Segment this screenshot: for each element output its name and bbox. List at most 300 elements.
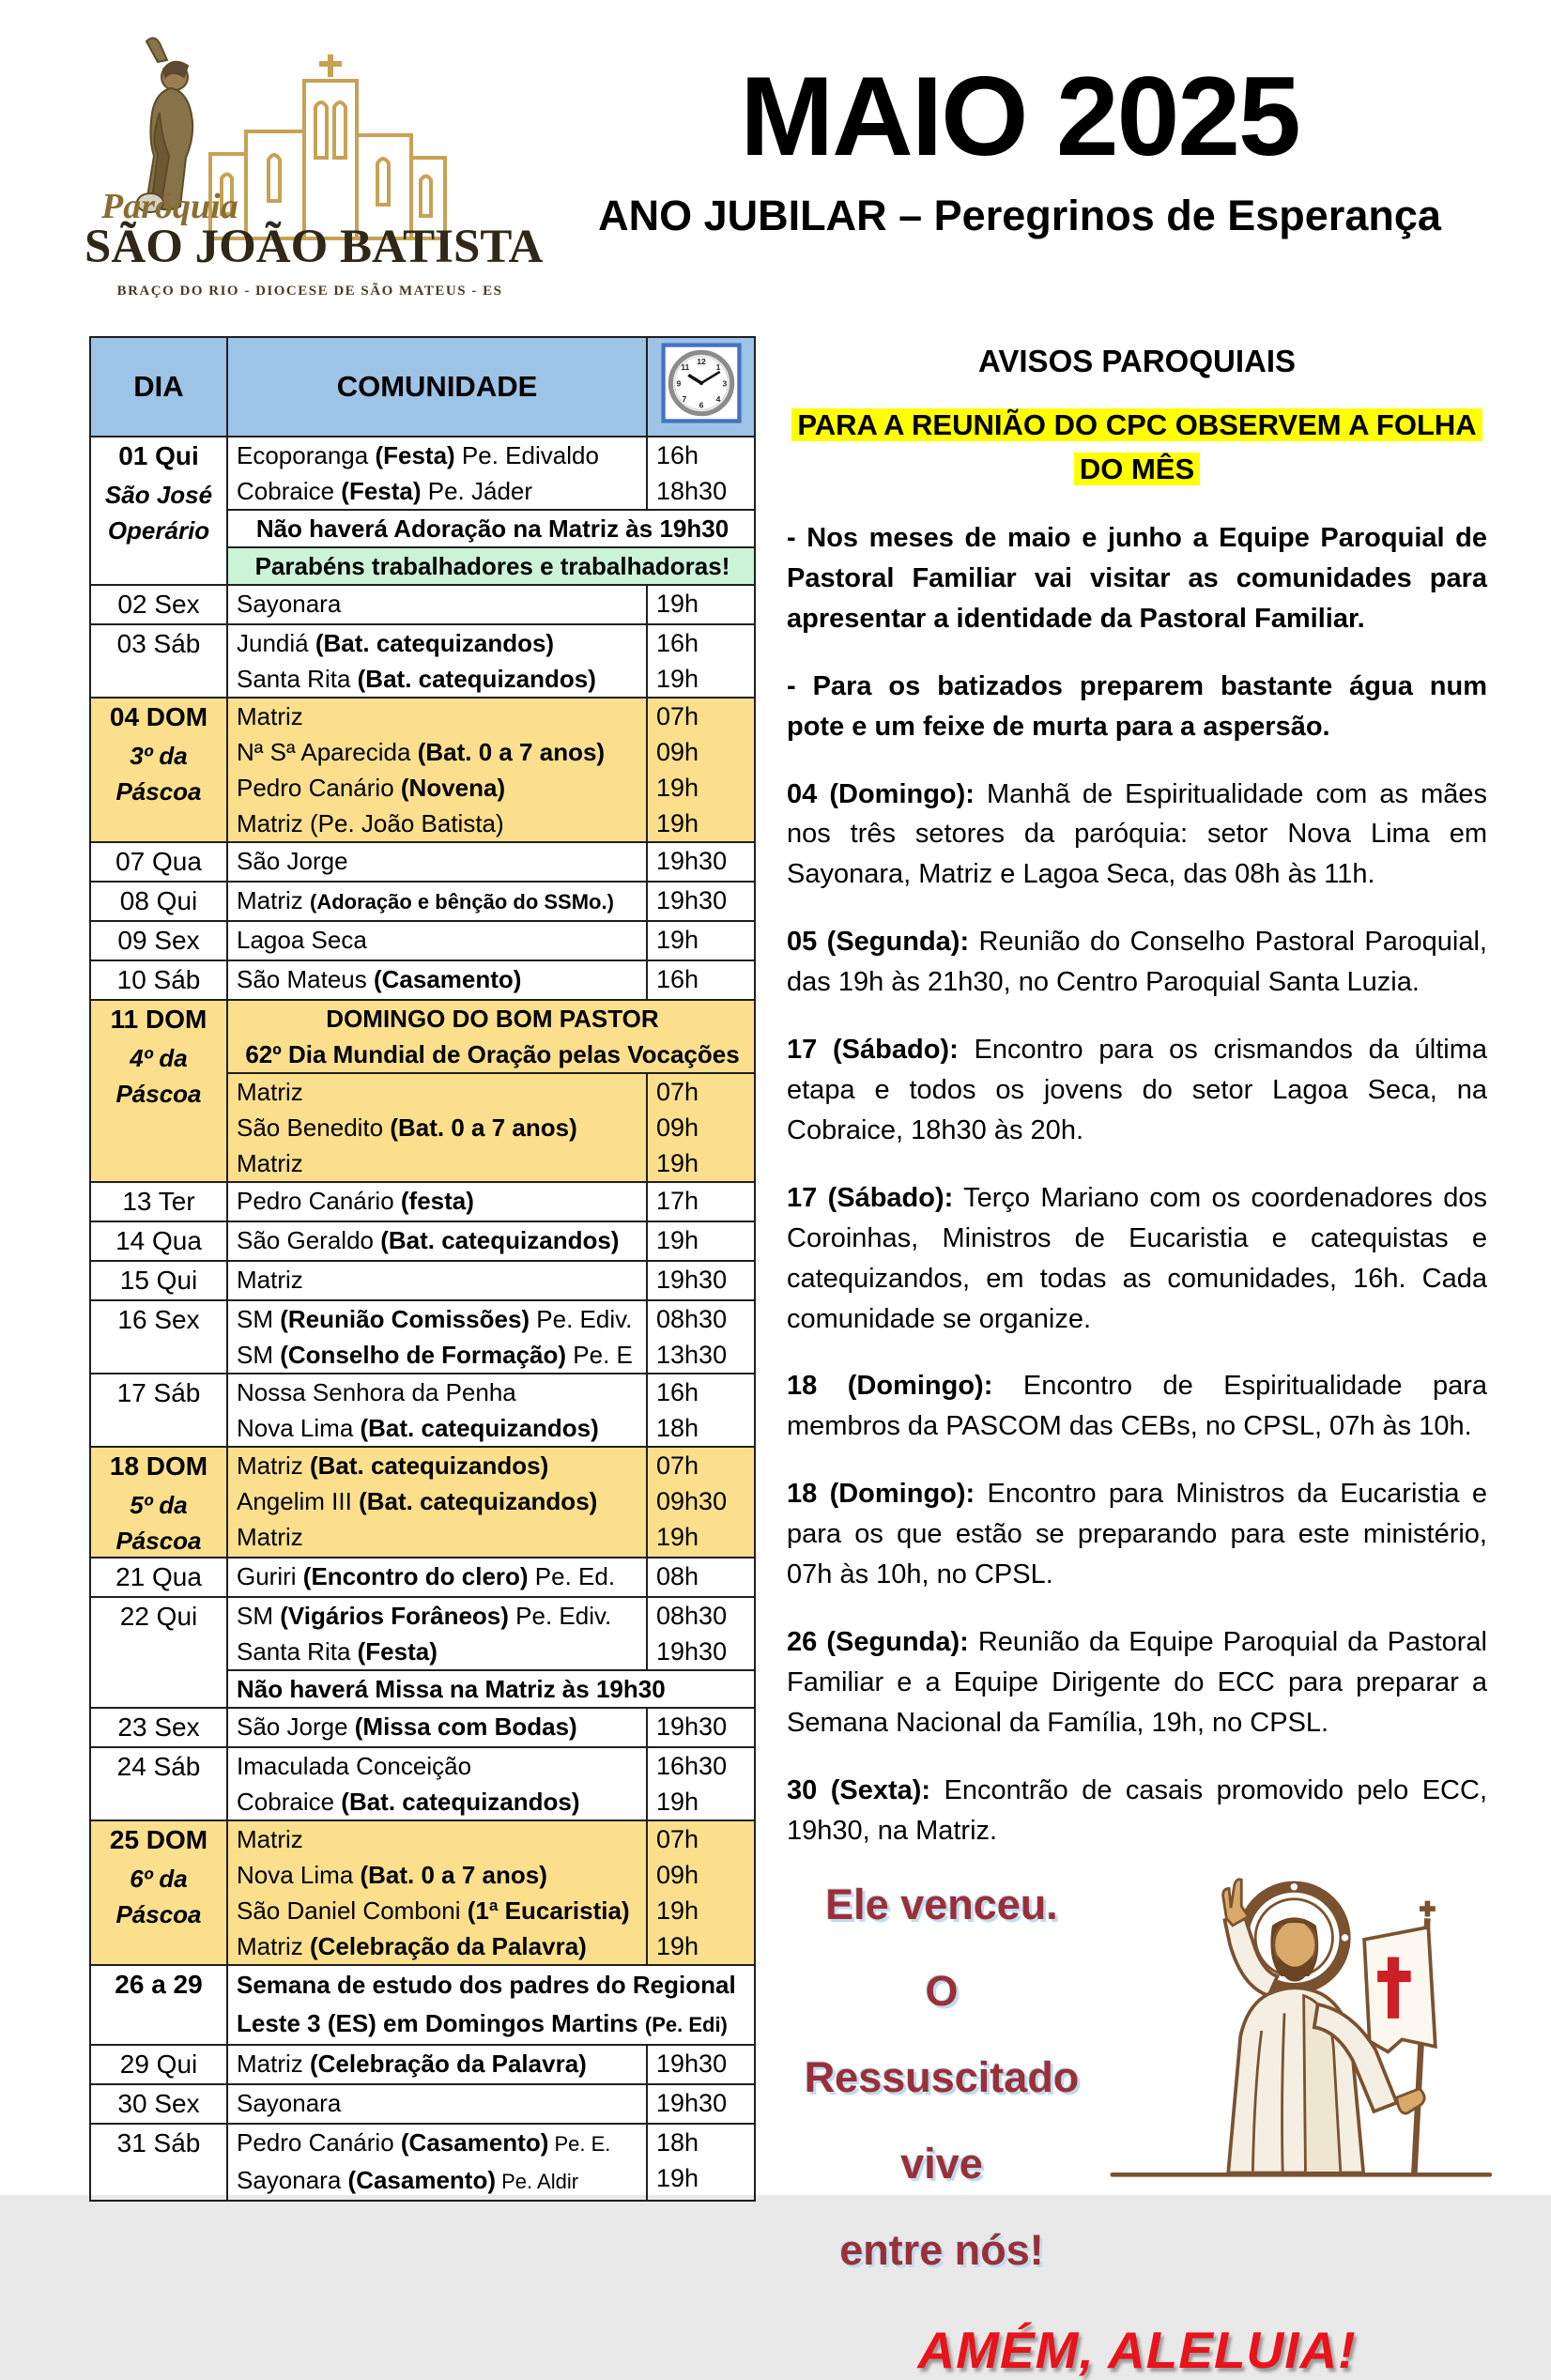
schedule-row bbox=[90, 1221, 755, 1261]
day-note: Páscoa bbox=[115, 777, 202, 806]
notice-span-cell bbox=[227, 1965, 755, 2045]
text-segment: Angelim III bbox=[237, 1487, 360, 1515]
schedule-row bbox=[90, 1820, 755, 1965]
avisos-title: AVISOS PAROQUIAIS bbox=[978, 344, 1296, 378]
time-cell bbox=[647, 1447, 755, 1558]
time-value: 19h bbox=[656, 1226, 699, 1254]
avisos-list bbox=[787, 518, 1487, 1850]
day-cell bbox=[90, 1558, 227, 1597]
time-value: 19h bbox=[656, 1932, 699, 1960]
community-cell bbox=[227, 1261, 647, 1300]
community-cell bbox=[227, 1073, 647, 1182]
easter-message-line: O bbox=[925, 1967, 959, 2016]
logo-script-text: Paróquia bbox=[101, 187, 238, 226]
schedule-row bbox=[90, 1447, 755, 1558]
day-cell bbox=[90, 1261, 227, 1300]
text-segment: (Pe. Edi) bbox=[644, 2013, 728, 2036]
day-cell bbox=[90, 882, 227, 921]
time-value: 16h bbox=[656, 629, 699, 657]
column-header-community: COMUNIDADE bbox=[227, 337, 647, 437]
day-label: 17 Sáb bbox=[116, 1378, 201, 1407]
schedule-row bbox=[90, 882, 755, 921]
span-entry bbox=[228, 1001, 754, 1036]
time-cell bbox=[647, 1558, 755, 1597]
community-entry bbox=[228, 1559, 646, 1594]
day-note: São José bbox=[104, 481, 213, 509]
text-segment: Matriz bbox=[237, 1932, 310, 1960]
aviso-paragraph: 26 (Segunda): Reunião da Equipe Paroquial da Pastoral Familiar e a Equipe Dirigente do ECC para preparar a Semana Nacional da Família, 19h, no CPSL. bbox=[787, 1626, 1487, 1738]
time-cell bbox=[647, 698, 755, 842]
text-segment: Cobraice bbox=[237, 1788, 342, 1816]
aviso-paragraph: 30 (Sexta): Encontrão de casais promovido pelo ECC, 19h30, na Matriz. bbox=[787, 1774, 1488, 1846]
community-cell bbox=[227, 1708, 647, 1747]
community-entry bbox=[228, 806, 646, 841]
day-cell bbox=[90, 1300, 227, 1374]
community-entry bbox=[228, 770, 646, 806]
schedule-row bbox=[90, 1300, 755, 1374]
text-segment: SM bbox=[237, 1305, 281, 1333]
text-segment: Pe. E bbox=[566, 1341, 633, 1369]
community-entry bbox=[228, 586, 646, 622]
church-icon bbox=[210, 54, 445, 238]
time-value: 13h30 bbox=[656, 1341, 728, 1369]
svg-text:9: 9 bbox=[676, 378, 681, 389]
community-entry bbox=[228, 1301, 646, 1337]
text-segment: Guriri bbox=[237, 1562, 303, 1590]
schedule-row bbox=[90, 1597, 755, 1670]
community-cell bbox=[227, 585, 647, 624]
text-segment: Matriz (Pe. João Batista) bbox=[237, 809, 504, 837]
time-value: 18h bbox=[656, 1414, 699, 1442]
community-entry bbox=[228, 1709, 646, 1744]
notice-span-cell bbox=[227, 1000, 755, 1073]
day-cell bbox=[90, 1708, 227, 1747]
text-segment: Sayonara bbox=[237, 2166, 348, 2194]
community-entry bbox=[228, 1145, 646, 1181]
text-segment: Santa Rita bbox=[237, 1637, 358, 1666]
text-segment: São Daniel Comboni bbox=[237, 1896, 468, 1925]
greeting-banner-cell bbox=[227, 547, 755, 585]
community-entry bbox=[228, 2162, 646, 2200]
text-segment: (Bat. catequizandos) bbox=[310, 1451, 549, 1480]
community-entry bbox=[228, 1893, 646, 1928]
community-cell bbox=[227, 2124, 647, 2201]
community-entry bbox=[228, 2046, 646, 2081]
day-note: Páscoa bbox=[115, 1900, 202, 1928]
time-cell bbox=[647, 1747, 755, 1820]
text-segment: (Encontro do clero) bbox=[302, 1562, 529, 1590]
day-cell bbox=[90, 1374, 227, 1447]
text-segment: (Bat. catequizandos) bbox=[360, 1414, 599, 1442]
time-value: 08h30 bbox=[656, 1602, 728, 1630]
day-label: 08 Qui bbox=[119, 886, 198, 915]
day-label: 09 Sex bbox=[117, 926, 200, 955]
schedule-row bbox=[90, 585, 755, 624]
time-value: 07h bbox=[656, 1825, 699, 1853]
svg-text:6: 6 bbox=[699, 400, 703, 410]
text-segment: São Geraldo bbox=[237, 1226, 381, 1254]
text-segment: (Bat. 0 a 7 anos) bbox=[390, 1113, 577, 1142]
community-cell bbox=[227, 960, 647, 1000]
community-entry bbox=[228, 1262, 646, 1297]
time-cell bbox=[647, 1820, 755, 1965]
community-entry bbox=[228, 1634, 646, 1669]
community-cell bbox=[227, 2045, 647, 2084]
community-entry bbox=[228, 843, 646, 879]
text-segment: (Bat. catequizandos) bbox=[341, 1788, 580, 1816]
time-value: 09h bbox=[656, 1113, 699, 1142]
schedule-row bbox=[90, 1374, 755, 1447]
span-entry bbox=[228, 1036, 754, 1072]
text-segment: São Mateus bbox=[237, 965, 374, 993]
text-segment: (Bat. 0 a 7 anos) bbox=[417, 738, 606, 766]
day-cell bbox=[90, 921, 227, 960]
community-entry bbox=[228, 734, 646, 770]
day-cell bbox=[90, 585, 227, 624]
easter-message-line: Ressuscitado bbox=[804, 2053, 1080, 2102]
text-segment: Matriz bbox=[237, 1451, 310, 1480]
schedule-row bbox=[90, 2124, 755, 2201]
text-segment: Nª Sª Aparecida bbox=[237, 738, 418, 766]
easter-message-line: Ele venceu. bbox=[825, 1881, 1058, 1929]
text-segment: DOMINGO DO BOM PASTOR bbox=[326, 1005, 659, 1033]
logo-parish-name: SÃO JOÃO BATISTA bbox=[84, 221, 544, 273]
aviso-date-prefix: 04 (Domingo): bbox=[787, 778, 975, 809]
text-segment: (1ª Eucaristia) bbox=[467, 1896, 630, 1925]
svg-text:11: 11 bbox=[680, 362, 689, 373]
text-segment: SM bbox=[237, 1602, 281, 1630]
time-value: 07h bbox=[656, 1451, 699, 1480]
community-entry bbox=[228, 438, 646, 473]
time-value: 16h bbox=[656, 1378, 699, 1406]
aviso-paragraph: 18 (Domingo): Encontro de Espiritualidade para membros da PASCOM das CEBs, no CPSL, 07h às 10h. bbox=[787, 1371, 1488, 1442]
text-segment: Cobraice bbox=[237, 477, 342, 505]
day-cell bbox=[90, 2084, 227, 2124]
time-value: 19h bbox=[656, 774, 699, 802]
day-label: 18 DOM bbox=[109, 1451, 208, 1481]
time-value: 07h bbox=[656, 1078, 699, 1106]
text-segment: Pe. Ed. bbox=[528, 1562, 616, 1590]
aviso-paragraph: 17 (Sábado): Encontro para os crismandos da última etapa e todos os jovens do setor Lagoa Seca, na Cobraice, 18h30 às 20h. bbox=[787, 1035, 1487, 1145]
text-segment: (Adoração e bênção do SSMo.) bbox=[310, 890, 614, 914]
community-entry bbox=[228, 661, 646, 697]
community-entry bbox=[228, 1183, 646, 1219]
community-entry bbox=[228, 1222, 646, 1258]
text-segment: (Bat. 0 a 7 anos) bbox=[360, 1861, 547, 1889]
time-value: 19h30 bbox=[656, 1637, 728, 1666]
span-entry bbox=[228, 1671, 754, 1707]
time-value: 19h30 bbox=[656, 847, 728, 875]
text-segment: Sayonara bbox=[237, 2089, 342, 2117]
text-segment: São Benedito bbox=[237, 1113, 391, 1142]
schedule-row bbox=[90, 960, 755, 1000]
schedule-row bbox=[90, 842, 755, 882]
time-value: 16h bbox=[656, 441, 699, 469]
day-label: 11 DOM bbox=[110, 1005, 207, 1034]
time-value: 19h bbox=[656, 665, 699, 693]
schedule-row bbox=[90, 624, 755, 698]
text-segment: (Bat. catequizandos) bbox=[359, 1487, 598, 1515]
time-value: 18h bbox=[656, 2128, 699, 2157]
time-value: 19h30 bbox=[656, 2050, 728, 2078]
span-entry bbox=[228, 1966, 754, 2044]
text-segment: Matriz bbox=[237, 1149, 303, 1177]
community-entry bbox=[228, 1337, 646, 1373]
easter-message bbox=[787, 1862, 1097, 2294]
schedule-row bbox=[90, 698, 755, 842]
day-cell bbox=[90, 1820, 227, 1965]
time-value: 19h bbox=[656, 590, 699, 618]
community-cell bbox=[227, 1558, 647, 1597]
risen-christ-icon bbox=[1097, 1862, 1500, 2200]
text-segment: Semana de estudo dos padres do Regional Leste 3 (ES) em Domingos Martins bbox=[237, 1971, 736, 2037]
span-entry bbox=[228, 548, 754, 584]
text-segment: (Reunião Comissões) bbox=[280, 1305, 530, 1333]
day-cell bbox=[90, 1182, 227, 1221]
day-label: 16 Sex bbox=[117, 1305, 200, 1334]
span-entry bbox=[228, 511, 754, 546]
text-segment: (Novena) bbox=[400, 774, 506, 802]
time-value: 16h30 bbox=[656, 1752, 728, 1780]
time-value: 09h bbox=[656, 1861, 699, 1889]
time-cell bbox=[647, 960, 755, 1000]
aviso-paragraph: - Nos meses de maio e junho a Equipe Paroquial de Pastoral Familiar vai visitar as comunidades para apresentar a identidade da Pastoral Familiar. bbox=[787, 523, 1487, 634]
time-value: 19h30 bbox=[656, 886, 728, 914]
text-segment: (Festa) bbox=[357, 1637, 438, 1666]
community-cell bbox=[227, 882, 647, 921]
day-cell bbox=[90, 1447, 227, 1558]
easter-message-line: entre nós! bbox=[839, 2226, 1044, 2275]
time-value: 19h30 bbox=[656, 2089, 728, 2117]
text-segment: Matriz bbox=[237, 2050, 310, 2078]
time-value: 07h bbox=[656, 702, 699, 730]
day-cell bbox=[90, 1965, 227, 2045]
day-label: 21 Qua bbox=[115, 1562, 202, 1591]
community-cell bbox=[227, 1374, 647, 1447]
day-label: 03 Sáb bbox=[116, 629, 201, 658]
clock-icon bbox=[661, 343, 742, 423]
text-segment: Matriz bbox=[237, 886, 310, 914]
community-entry bbox=[228, 625, 646, 661]
text-segment: (Missa com Bodas) bbox=[354, 1712, 577, 1741]
time-cell bbox=[647, 882, 755, 921]
schedule-row bbox=[90, 437, 755, 510]
community-entry bbox=[228, 1448, 646, 1483]
text-segment: (Casamento) bbox=[400, 2128, 549, 2157]
day-label: 07 Qua bbox=[115, 847, 202, 876]
day-label: 01 Qui bbox=[118, 441, 199, 470]
text-segment: Parabéns trabalhadores e trabalhadoras! bbox=[254, 552, 730, 580]
day-cell bbox=[90, 1747, 227, 1820]
community-entry bbox=[228, 1857, 646, 1893]
community-cell bbox=[227, 1447, 647, 1558]
notice-span-cell bbox=[227, 1670, 755, 1708]
aviso-date-prefix: 18 (Domingo): bbox=[787, 1371, 993, 1402]
schedule-row bbox=[90, 2084, 755, 2124]
aviso-paragraph: 17 (Sábado): Terço Mariano com os coordenadores dos Coroinhas, Ministros de Eucaristia e catequistas e catequizandos, em todas as comunidades, 16h. Cada comunidade se organize. bbox=[787, 1182, 1487, 1334]
aviso-date-prefix: 26 (Segunda): bbox=[787, 1626, 969, 1657]
aviso-paragraph: 18 (Domingo): Encontro para Ministros da Eucaristia e para os que estão se preparando para este ministério, 07h às 10h, no CPSL. bbox=[787, 1479, 1487, 1590]
text-segment: Pe. Ediv. bbox=[530, 1305, 633, 1333]
easter-message-line: vive bbox=[900, 2140, 983, 2188]
schedule-row bbox=[90, 1182, 755, 1221]
community-entry bbox=[228, 883, 646, 920]
day-note: Páscoa bbox=[115, 1527, 202, 1555]
text-segment: São Jorge bbox=[237, 847, 348, 875]
text-segment: Matriz bbox=[237, 1825, 303, 1853]
day-label: 22 Qui bbox=[119, 1602, 198, 1631]
time-value: 09h30 bbox=[656, 1487, 728, 1515]
aviso-paragraph: - Para os batizados preparem bastante água num pote e um feixe de murta para a aspersão. bbox=[787, 670, 1487, 742]
day-label: 14 Qua bbox=[115, 1226, 202, 1255]
svg-text:4: 4 bbox=[715, 393, 720, 404]
logo-tagline: BRAÇO DO RIO - DIOCESE DE SÃO MATEUS - ES bbox=[116, 284, 503, 299]
time-cell bbox=[647, 1221, 755, 1261]
day-label: 31 Sáb bbox=[116, 2128, 201, 2157]
day-cell bbox=[90, 624, 227, 698]
time-value: 19h bbox=[656, 1523, 699, 1551]
text-segment: Ecoporanga bbox=[237, 441, 376, 469]
text-segment: Pedro Canário bbox=[237, 1187, 401, 1215]
community-entry bbox=[228, 1374, 646, 1410]
day-cell bbox=[90, 1000, 227, 1182]
community-entry bbox=[228, 922, 646, 958]
community-cell bbox=[227, 1300, 647, 1374]
day-note: 5º da bbox=[130, 1491, 188, 1519]
text-segment: Matriz bbox=[237, 702, 303, 730]
svg-text:1: 1 bbox=[715, 362, 720, 373]
day-label: 23 Sex bbox=[117, 1712, 200, 1742]
text-segment: Imaculada Conceição bbox=[237, 1752, 472, 1780]
svg-text:12: 12 bbox=[696, 357, 706, 367]
time-cell bbox=[647, 1261, 755, 1300]
day-label: 25 DOM bbox=[109, 1825, 208, 1854]
text-segment: Sayonara bbox=[237, 590, 342, 618]
day-cell bbox=[90, 842, 227, 882]
aviso-date-prefix: 17 (Sábado): bbox=[787, 1035, 959, 1066]
text-segment: (Bat. catequizandos) bbox=[357, 665, 596, 693]
time-cell bbox=[647, 842, 755, 882]
community-cell bbox=[227, 624, 647, 698]
day-cell bbox=[90, 1597, 227, 1708]
text-segment: (festa) bbox=[400, 1187, 474, 1215]
community-cell bbox=[227, 1597, 647, 1670]
text-segment: (Celebração da Palavra) bbox=[310, 1932, 587, 1960]
time-value: 18h30 bbox=[656, 477, 728, 505]
text-segment: Não haverá Missa na Matriz às 19h30 bbox=[237, 1675, 666, 1703]
svg-text:3: 3 bbox=[722, 378, 727, 389]
aviso-paragraph: 04 (Domingo): Manhã de Espiritualidade com as mães nos três setores da paróquia: setor Nova Lima em Sayonara, Matriz e Lagoa Seca, das 08h às 11h. bbox=[787, 778, 1487, 890]
text-segment: (Casamento) bbox=[347, 2166, 497, 2194]
time-value: 08h30 bbox=[656, 1305, 728, 1333]
community-entry bbox=[228, 1821, 646, 1857]
community-entry bbox=[228, 1598, 646, 1634]
avisos-panel bbox=[787, 344, 1487, 2380]
column-header-time bbox=[647, 337, 755, 437]
time-cell bbox=[647, 1073, 755, 1182]
day-label: 15 Qui bbox=[119, 1266, 198, 1295]
community-entry bbox=[228, 2085, 646, 2121]
text-segment: 62º Dia Mundial de Oração pelas Vocações bbox=[245, 1040, 740, 1068]
text-segment: Pe. Edivaldo bbox=[454, 441, 599, 469]
time-value: 19h30 bbox=[656, 1266, 728, 1294]
day-label: 30 Sex bbox=[117, 2089, 200, 2118]
text-segment: (Festa) bbox=[375, 441, 455, 469]
community-cell bbox=[227, 1820, 647, 1965]
time-cell bbox=[647, 1708, 755, 1747]
parish-logo bbox=[84, 28, 544, 329]
day-cell bbox=[90, 1221, 227, 1261]
text-segment: SM bbox=[237, 1341, 281, 1369]
text-segment: Matriz bbox=[237, 1078, 303, 1106]
text-segment: São Jorge bbox=[237, 1712, 355, 1741]
day-label: 13 Ter bbox=[122, 1187, 195, 1216]
text-segment: Lagoa Seca bbox=[237, 926, 367, 954]
time-value: 16h bbox=[656, 965, 699, 993]
aviso-date-prefix: 18 (Domingo): bbox=[787, 1479, 975, 1510]
aviso-paragraph: 05 (Segunda): Reunião do Conselho Pastoral Paroquial, das 19h às 21h30, no Centro Paroquial Santa Luzia. bbox=[787, 927, 1487, 998]
text-segment: Pe. E. bbox=[548, 2132, 611, 2156]
text-segment: (Celebração da Palavra) bbox=[310, 2050, 587, 2078]
community-cell bbox=[227, 437, 647, 510]
text-segment: (Bat. catequizandos) bbox=[380, 1226, 620, 1254]
text-segment: (Festa) bbox=[341, 477, 422, 505]
day-note: 4º da bbox=[130, 1044, 188, 1072]
community-entry bbox=[228, 1748, 646, 1784]
text-segment: (Conselho de Formação) bbox=[280, 1341, 567, 1369]
aviso-date-prefix: 30 (Sexta): bbox=[787, 1774, 931, 1805]
time-value: 19h30 bbox=[656, 1712, 728, 1741]
page-header bbox=[84, 28, 1504, 338]
community-cell bbox=[227, 1747, 647, 1820]
time-value: 19h bbox=[656, 1149, 699, 1177]
schedule-row bbox=[90, 2045, 755, 2084]
text-segment: (Vigários Forâneos) bbox=[280, 1602, 509, 1630]
day-label: 24 Sáb bbox=[116, 1752, 201, 1781]
community-entry bbox=[228, 2125, 646, 2162]
community-cell bbox=[227, 842, 647, 882]
svg-text:7: 7 bbox=[682, 393, 686, 404]
day-label: 29 Qui bbox=[119, 2050, 198, 2079]
schedule-row bbox=[90, 921, 755, 960]
day-cell bbox=[90, 2124, 227, 2201]
time-value: 17h bbox=[656, 1187, 699, 1215]
time-cell bbox=[647, 1374, 755, 1447]
time-cell bbox=[647, 921, 755, 960]
text-segment: Matriz bbox=[237, 1266, 303, 1294]
day-cell bbox=[90, 437, 227, 585]
time-value: 19h bbox=[656, 1788, 699, 1816]
time-cell bbox=[647, 1300, 755, 1374]
community-entry bbox=[228, 1483, 646, 1519]
day-cell bbox=[90, 2045, 227, 2084]
text-segment: Pe. Ediv. bbox=[508, 1602, 612, 1630]
aviso-date-prefix: 17 (Sábado): bbox=[787, 1182, 954, 1213]
time-cell bbox=[647, 2084, 755, 2124]
time-value: 19h bbox=[656, 2164, 699, 2192]
text-segment: Pe. Jáder bbox=[421, 477, 533, 505]
text-segment: Nova Lima bbox=[237, 1861, 361, 1889]
jesus-illustration bbox=[1097, 1862, 1500, 2294]
day-label: 02 Sex bbox=[117, 590, 200, 619]
community-cell bbox=[227, 698, 647, 842]
day-label: 26 a 29 bbox=[115, 1970, 203, 1999]
time-cell bbox=[647, 1182, 755, 1221]
community-entry bbox=[228, 1784, 646, 1820]
day-note: 6º da bbox=[130, 1865, 188, 1893]
time-cell bbox=[647, 585, 755, 624]
text-segment: Nossa Senhora da Penha bbox=[237, 1378, 516, 1406]
